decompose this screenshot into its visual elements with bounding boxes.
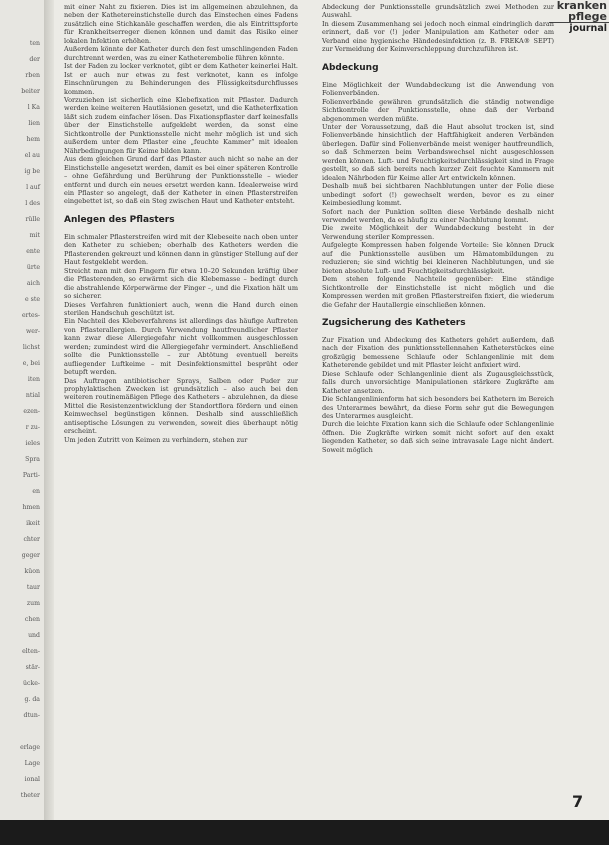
paragraph: Das Auftragen antibiotischer Sprays, Salben oder Puder zur prophylaktischen Zwecken ist grundsätzlich – also auch bei den weiteren routinemäßigen Pflege des Katheters – abzulehnen, da diese Mittel die Resistenzentwicklung der Standortflora fördern und einen Keimwechsel begünstigen können. Deshalb sind ausschließlich antiseptische Lösungen zu verwenden, soweit dies überhaupt nötig erscheint. (64, 376, 298, 436)
logo-line-3: journal (549, 22, 609, 35)
previous-page-edge (0, 0, 45, 845)
margin-fragment: chter (23, 536, 40, 543)
paragraph: Aufgelegte Kompressen haben folgende Vorteile: Sie können Druck auf die Punktionsstelle ausüben um Hämatombildungen zu reduzieren; sie sind wichtig bei kleineren Nachblutungen, und sie bieten absolute Luft- und Feuchtigkeitsdurchlässigkeit. (322, 241, 554, 275)
margin-fragment: rben (25, 72, 40, 79)
paragraph: Ein Nachteil des Klebeverfahrens ist allerdings das häufige Auftreten von Pflasterallergien. Durch Verwendung hautfreundlicher Pflaster kann zwar diese Allergiegefahr nicht vollkommen ausgeschlossen werden; zumindest wird die Allergiegefahr vermindert. Anschließend sollte die Punktionsstelle – zur Abtötung eventuell bereits aufliegender Luftkeime – mit Desinfektionsmittel besprüht oder betupft werden. (64, 317, 298, 377)
margin-fragment: ertes- (21, 312, 40, 319)
paragraph: Um jeden Zutritt von Keimen zu verhindern, stehen zur (64, 435, 248, 444)
paragraph: Durch die leichte Fixation kann sich die Schlaufe oder Schlangenlinie öffnen. Die Zugkräfte wirken somit nicht sofort auf den exakt liegenden Katheter, so daß sich seine intravasale Lage nicht ändert. Soweit möglich (322, 420, 554, 454)
paragraph: Deshalb muß bei sichtbaren Nachblutungen unter der Folie diese unbedingt sofort (!) gewechselt werden, bevor es zu einer Keimbesiedlung kommt. (322, 182, 554, 208)
paragraph: Die zweite Möglichkeit der Wundabdeckung besteht in der Verwendung steriler Kompressen. (322, 224, 554, 241)
paragraph: Sofort nach der Punktion sollten diese Verbände deshalb nicht verwendet werden, da es häufig zu einer Nachblutung kommt. (322, 207, 554, 224)
paragraph: Vorzuziehen ist sicherlich eine Klebefixation mit Pflaster. Dadurch werden keine weiteren Hautläsionen gesetzt, und die Katheterfixation läßt sich zudem einfacher lösen. Das Fixationspflaster darf keinesfalls über der Einstichstelle aufgeklebt werden, da sonst eine Sichtkontrolle der Punktionsstelle nicht mehr möglich ist und sich außerdem unter dem Pflaster eine „feuchte Kammer“ mit idealen Nährbedingungen für Keime bilden kann. (64, 95, 298, 155)
margin-fragment: Spra (25, 456, 40, 463)
margin-fragment: der (29, 56, 40, 63)
paragraph: Eine Möglichkeit der Wundabdeckung ist die Anwendung von Folienverbänden. (322, 80, 554, 98)
margin-fragment: l des (25, 200, 40, 207)
paragraph: Zur Fixation und Abdeckung des Katheters gehört außerdem, daß nach der Fixation des punktionsstellennahen Katheterstückes eine großzügig bemessene Schlaufe oder Schlangenlinie mit dem Katheterende gebildet und mit Pflaster leicht anfixiert wird. (322, 335, 554, 370)
margin-fragment: ieles (25, 440, 40, 447)
margin-fragment: ente (26, 248, 40, 255)
paragraph: Dieses Verfahren funktioniert auch, wenn die Hand durch einen sterilen Handschuh geschützt ist. (64, 300, 298, 317)
paragraph: Unter der Voraussetzung, daß die Haut absolut trocken ist, sind Folienverbände hinsichtlich der Haftfähigkeit anderen Verbänden überlegen. Dafür sind Folienverbände meist weniger hautfreundlich, so daß Schmerzen beim Verbandswechsel nicht ausgeschlossen werden können. Luft- und Feuchtigkeitsdurchlässigkeit sind in Frage gestellt, so daß sich bereits nach kurzer Zeit feuchte Kammern mit idealen Nährboden für Keime aller Art entwickeln können. (322, 122, 554, 182)
section-heading: Zugsicherung des Katheters (322, 317, 466, 328)
paragraph: Abdeckung der Punktionsstelle grundsätzlich zwei Methoden zur Auswahl. (322, 3, 554, 20)
margin-fragment: ional (24, 776, 40, 783)
margin-fragment: dtun- (23, 712, 40, 719)
paragraph: Aus dem gleichen Grund darf das Pflaster auch nicht so nahe an der Einstichstelle angesetzt werden, damit es bei einer späteren Kontrolle – ohne Gefährdung und Berührung der Punktionsstelle – wieder entfernt und durch ein neues ersetzt werden kann. Idealerweise wird ein Pflaster so angelegt, daß der Katheter in einen Pflasterstreifen eingebettet ist, so daß ein Steg zwischen Haut und Katheter entsteht. (64, 155, 298, 206)
paragraph: Diese Schlaufe oder Schlangenlinie dient als Zugausgleichsstück, falls durch unvorsichtige Manipulationen stärkere Zugkräfte am Katheter ansetzen. (322, 369, 554, 395)
margin-fragment: ezen- (23, 408, 40, 415)
margin-fragment: e, bei (22, 360, 40, 367)
margin-fragment: ürte (26, 264, 40, 271)
margin-fragment: r zu- (25, 424, 40, 431)
paragraph: Dem stehen folgende Nachteile gegenüber: Eine ständige Sichtkontrolle der Einstichstelle ist nicht möglich und die Kompressen werden mit großen Pflasterstreifen fixiert, die wiederum die Gefahr der Hautallergie einschließen können. (322, 275, 554, 309)
margin-fragment: lien (28, 120, 40, 127)
margin-fragment: ig be (24, 168, 40, 175)
margin-fragment: taur (26, 584, 40, 591)
paragraph: Ein schmaler Pflasterstreifen wird mit der Klebeseite nach oben unter den Katheter zu schieben; oberhalb des Katheters werden die Pflasterenden gekreuzt und können dann in günstiger Stellung auf der Haut festgeklebt werden. (64, 232, 298, 267)
margin-fragment: stär- (25, 664, 40, 671)
margin-fragment: zum (26, 600, 40, 607)
paragraph: Ist der Faden zu locker verknotet, gibt er dem Katheter keinerlei Halt. Ist er auch nur etwas zu fest verknotet, kann es infolge Einschnürungen zu Behinderungen des Flüssigkeitsdurchflusses kommen. (64, 62, 298, 96)
margin-fragment: ntial (25, 392, 40, 399)
margin-fragment: l Ka (27, 104, 40, 111)
margin-fragment: erlage (20, 744, 40, 751)
margin-fragment: ücke- (23, 680, 40, 687)
margin-fragment: l auf (26, 184, 40, 191)
margin-fragment: aich (26, 280, 40, 287)
logo-line-1: kranken (556, 0, 607, 12)
page-number: 7 (572, 792, 584, 811)
margin-fragment: hem (26, 136, 40, 143)
margin-fragment: und (28, 632, 40, 639)
margin-fragment: Lage (24, 760, 40, 767)
paragraph: Folienverbände gewähren grundsätzlich die ständig notwendige Sichtkontrolle der Punktionsstelle, ohne daß der Verband abgenommen werden müßte. (322, 97, 554, 123)
margin-fragment: wer- (25, 328, 40, 335)
page-gutter (44, 0, 54, 845)
section-heading: Abdeckung (322, 62, 379, 73)
margin-fragment: theter (20, 792, 40, 799)
margin-fragment: rülle (25, 216, 40, 223)
margin-fragment: beiter (21, 88, 40, 95)
margin-fragment: en (32, 488, 40, 495)
right-text-column (322, 3, 554, 454)
margin-fragment: geger (21, 552, 40, 559)
left-text-column (64, 3, 298, 444)
paragraph: Streicht man mit den Fingern für etwa 10–20 Sekunden kräftig über die Pflasterenden, so erwärmt sich die Klebemasse – bedingt durch die abstrahlende Körperwärme der Finger –, und die Fixation hält um so sicherer. (64, 266, 298, 301)
margin-fragment: e ste (25, 296, 40, 303)
margin-fragment: küon (24, 568, 40, 575)
scan-bottom-edge (0, 820, 609, 845)
margin-fragment: ikeit (26, 520, 40, 527)
paragraph: Die Schlangenlinienform hat sich besonders bei Kathetern im Bereich des Unterarmes bewährt, da diese Form sehr gut die Bewegungen des Unterarmes ausgleicht. (322, 395, 554, 421)
paragraph: In diesem Zusammenhang sei jedoch noch einmal eindringlich daran erinnert, daß vor (!) jeder Manipulation am Katheter oder am Verband eine hygienische Händedesinfektion (z. B. FREKA® SEPT) zur Vermeidung der Keimverschleppung durchzuführen ist. (322, 19, 554, 54)
margin-fragment: hmen (22, 504, 40, 511)
margin-fragment: ten (29, 40, 40, 47)
margin-fragment: chen (24, 616, 40, 623)
margin-fragment: iten (27, 376, 40, 383)
margin-fragment: lichst (22, 344, 40, 351)
margin-fragment: Parti- (22, 472, 40, 479)
margin-fragment: el au (24, 152, 40, 159)
paragraph: Außerdem könnte der Katheter durch den fest umschlingenden Faden durchtrennt werden, was zu einer Katheterembolie führen könnte. (64, 45, 298, 62)
margin-fragment: g. da (24, 696, 40, 703)
margin-fragment: elten- (22, 648, 40, 655)
paragraph: mit einer Naht zu fixieren. Dies ist im allgemeinen abzulehnen, da neben der Kathetereinstichstelle durch das Einstechen eines Fadens zusätzlich eine Stichkanäle geschaffen werden, die als Eintrittspforte für Krankheitserreger dienen können und damit das Risiko einer lokalen Infektion erhöhen. (64, 3, 298, 45)
section-heading: Anlegen des Pflasters (64, 214, 175, 225)
margin-fragment: mit (29, 232, 40, 239)
logo-line-2: pflege (568, 10, 607, 23)
